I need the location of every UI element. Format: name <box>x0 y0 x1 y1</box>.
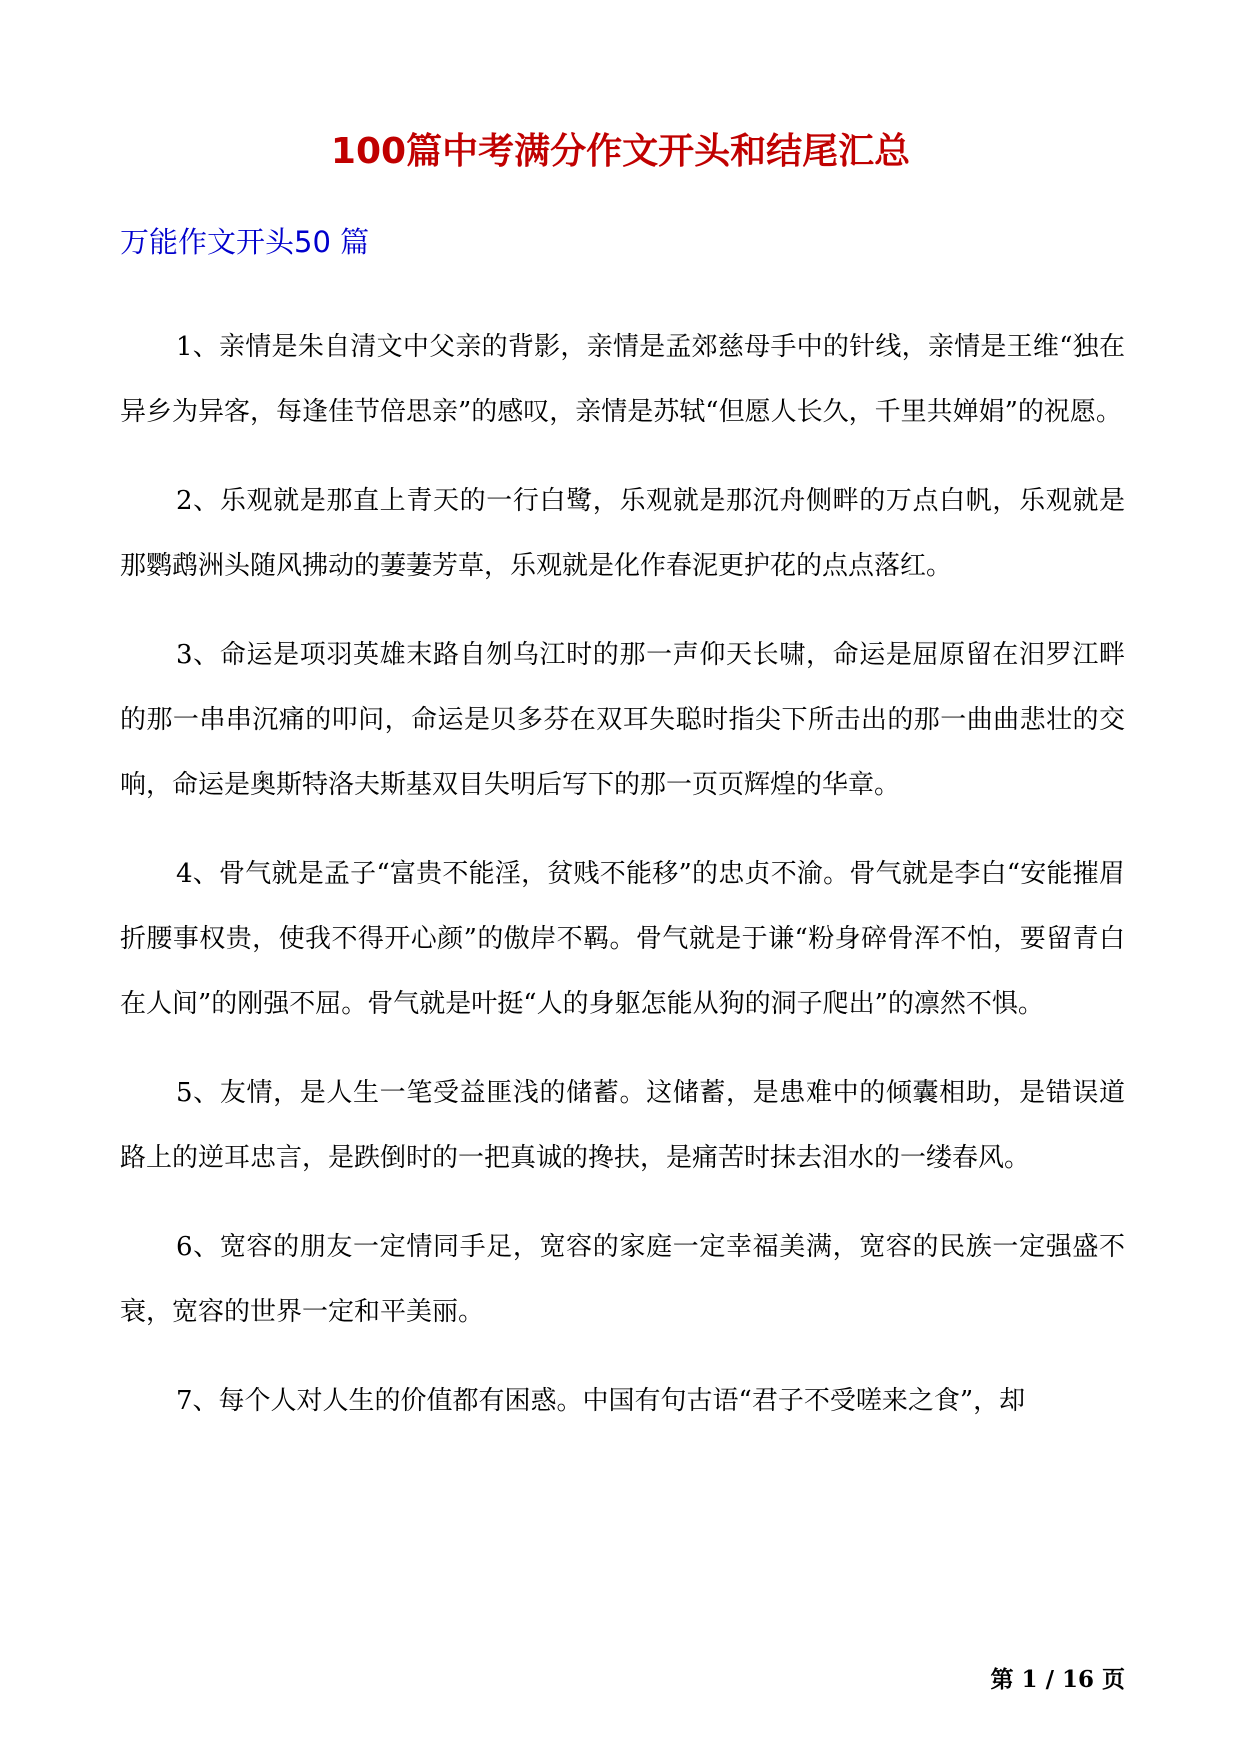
document-body <box>120 315 1125 1458</box>
paragraph-4: 4、骨气就是孟子“富贵不能淫，贫贱不能移”的忠贞不渝。骨气就是李白“安能摧眉折腰事权贵，使我不得开心颜”的傲岸不羁。骨气就是于谦“粉身碎骨浑不怕，要留青白在人间”的刚强不屈。骨气就是叶挺“人的身躯怎能从狗的洞子爬出”的凛然不惧。 <box>120 859 1125 1019</box>
paragraph-5: 5、友情，是人生一笔受益匪浅的储蓄。这储蓄，是患难中的倾囊相助，是错误道路上的逆耳忠言，是跌倒时的一把真诚的搀扶，是痛苦时抹去泪水的一缕春风。 <box>120 1078 1125 1173</box>
paragraph-7: 7、每个人对人生的价值都有困惑。中国有句古语“君子不受嗟来之食”，却 <box>176 1386 1026 1416</box>
document-title: 100篇中考满分作文开头和结尾汇总 <box>330 131 911 172</box>
section-heading: 万能作文开头50 篇 <box>120 225 370 259</box>
paragraph-6: 6、宽容的朋友一定情同手足，宽容的家庭一定幸福美满，宽容的民族一定强盛不衰，宽容的世界一定和平美丽。 <box>120 1232 1125 1327</box>
page-number: 第 1 / 16 页 <box>990 1666 1125 1693</box>
paragraph-2: 2、乐观就是那直上青天的一行白鹭，乐观就是那沉舟侧畔的万点白帆，乐观就是那鹦鹉洲头随风拂动的萋萋芳草，乐观就是化作春泥更护花的点点落红。 <box>120 486 1125 581</box>
paragraph-3: 3、命运是项羽英雄末路自刎乌江时的那一声仰天长啸，命运是屈原留在汨罗江畔的那一串串沉痛的叩问，命运是贝多芬在双耳失聪时指尖下所击出的那一曲曲悲壮的交响，命运是奥斯特洛夫斯基双目失明后写下的那一页页辉煌的华章。 <box>120 640 1125 800</box>
paragraph-1: 1、亲情是朱自清文中父亲的背影，亲情是孟郊慈母手中的针线，亲情是王维“独在异乡为异客，每逢佳节倍思亲”的感叹，亲情是苏轼“但愿人长久，千里共婵娟”的祝愿。 <box>120 332 1125 427</box>
